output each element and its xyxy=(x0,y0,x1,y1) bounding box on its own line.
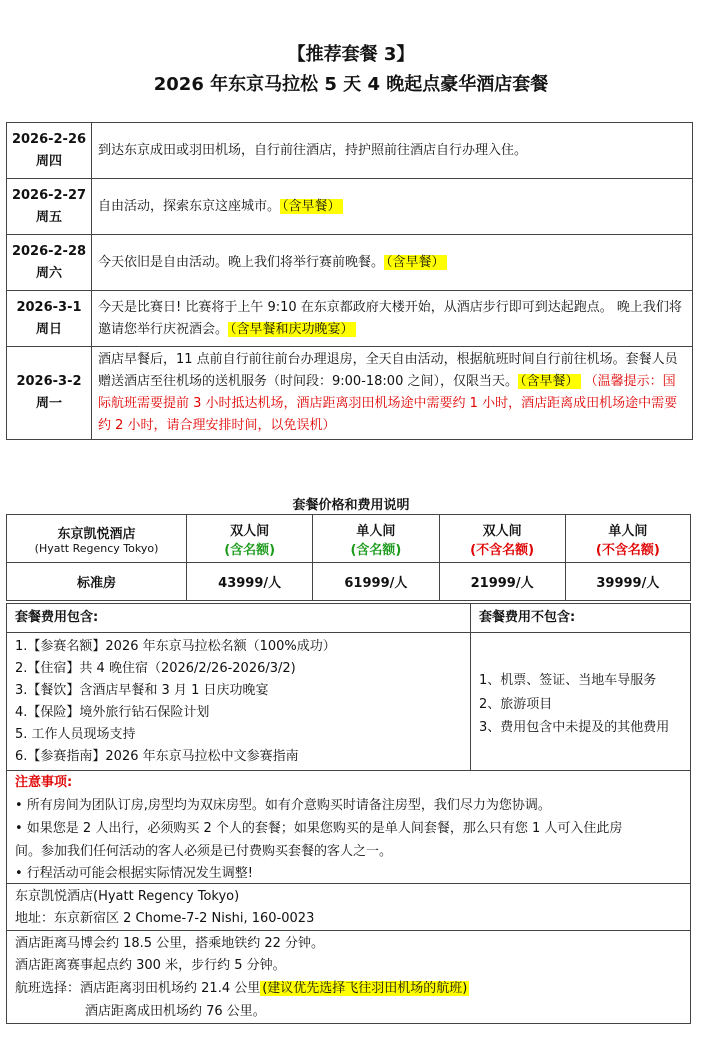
room-label: 单人间 xyxy=(356,523,396,539)
notes-title: 注意事项: xyxy=(15,775,73,790)
weekday-text: 周日 xyxy=(35,321,62,337)
price-col-header xyxy=(439,515,565,563)
price-row xyxy=(7,563,691,601)
itinerary-row xyxy=(7,179,693,235)
price-col-header xyxy=(187,515,313,563)
flight-recommendation: (建议优先选择飞往羽田机场的航班) xyxy=(262,981,468,996)
itinerary-date xyxy=(7,179,92,235)
note-item: 间。参加我们任何活动的客人必须是已付费购买套餐的客人之一。 xyxy=(15,844,393,859)
exclude-item: 1、机票、签证、当地车导服务 xyxy=(479,673,657,688)
exclude-item: 2、旅游项目 xyxy=(479,697,553,712)
desc-text: 自由活动，探索东京这座城市。 xyxy=(98,198,281,214)
room-label: 单人间 xyxy=(608,523,648,539)
note-item: • 行程活动可能会根据实际情况发生调整! xyxy=(15,866,254,881)
includes-box xyxy=(6,603,471,771)
room-type: 标准房 xyxy=(7,563,187,601)
meal-highlight: （含早餐） xyxy=(519,374,579,389)
include-item: 4.【保险】境外旅行钻石保险计划 xyxy=(15,705,210,720)
price-value: 39999/人 xyxy=(565,563,690,601)
itinerary-date xyxy=(7,291,92,347)
quota-tag: (不含名额) xyxy=(470,542,535,558)
itinerary-desc xyxy=(92,235,693,291)
include-item: 2.【住宿】共 4 晚住宿（2026/2/26-2026/3/2) xyxy=(15,661,296,676)
itinerary-row xyxy=(7,291,693,347)
date-text: 2026-3-1 xyxy=(16,299,82,315)
hotel-name: 东京凯悦酒店 xyxy=(57,526,136,542)
flight-narita: 酒店距离成田机场约 76 公里。 xyxy=(85,1004,266,1019)
itinerary-desc xyxy=(92,291,693,347)
itinerary-table xyxy=(6,122,693,440)
quota-tag: (不含名额) xyxy=(595,542,660,558)
include-item: 6.【参赛指南】2026 年东京马拉松中文参赛指南 xyxy=(15,749,299,764)
includes-title: 套餐费用包含: xyxy=(15,610,99,625)
excludes-box xyxy=(470,603,691,771)
note-item: • 所有房间为团队订房,房型均为双床房型。如有介意购买时请备注房型，我们尽力为您协调。 xyxy=(15,798,551,813)
include-item: 5. 工作人员现场支持 xyxy=(15,727,136,742)
price-table xyxy=(6,514,691,601)
meal-highlight: （含早餐） xyxy=(386,254,445,270)
weekday-text: 周一 xyxy=(35,396,62,411)
desc-text: 今天依旧是自由活动。晚上我们将举行赛前晚餐。 xyxy=(98,254,385,270)
transport-line: 酒店距离赛事起点约 300 米，步行约 5 分钟。 xyxy=(15,958,286,973)
divider xyxy=(471,632,690,633)
room-label: 双人间 xyxy=(482,523,522,539)
warm-tip-note: （温馨提示：国际航班需要提前 3 小时抵达机场，酒店距离羽田机场途中需要约 1 小时，酒店距离成田机场途中需要约 2 小时，请合理安排时间，以免误机） xyxy=(98,374,678,433)
date-text: 2026-2-27 xyxy=(11,187,87,203)
itinerary-row xyxy=(7,123,693,179)
itinerary-desc xyxy=(92,123,693,179)
itinerary-desc xyxy=(92,179,693,235)
transport-line: 酒店距离马博会约 18.5 公里，搭乘地铁约 22 分钟。 xyxy=(15,936,325,951)
date-text: 2026-2-28 xyxy=(11,243,87,259)
transport-box xyxy=(6,930,691,1024)
price-value: 43999/人 xyxy=(187,563,313,601)
note-item: • 如果您是 2 人出行，必须购买 2 个人的套餐；如果您购买的是单人间套餐，那么只有您 1 人可入住此房 xyxy=(15,821,623,836)
weekday-text: 周六 xyxy=(35,265,62,281)
date-text: 2026-2-26 xyxy=(11,131,87,147)
include-item: 1.【参赛名额】2026 年东京马拉松名额（100%成功） xyxy=(15,639,336,654)
quota-tag: (含名额) xyxy=(224,542,276,558)
hotel-name-en: (Hyatt Regency Tokyo) xyxy=(34,541,159,555)
price-value: 21999/人 xyxy=(439,563,565,601)
itinerary-desc xyxy=(92,347,693,440)
flight-label: 航班选择： xyxy=(15,981,81,996)
hotel-info-name: 东京凯悦酒店(Hyatt Regency Tokyo) xyxy=(15,889,240,904)
quota-tag: (含名额) xyxy=(350,542,402,558)
hotel-info-box xyxy=(6,883,691,931)
meal-highlight: （含早餐和庆功晚宴） xyxy=(230,321,354,337)
price-col-header xyxy=(313,515,439,563)
notes-box xyxy=(6,770,691,884)
flight-haneda: 酒店距离羽田机场约 21.4 公里 xyxy=(80,981,261,996)
hotel-name-cell xyxy=(7,515,187,563)
weekday-text: 周四 xyxy=(35,153,62,169)
weekday-text: 周五 xyxy=(35,209,62,225)
title-line-2: 2026 年东京马拉松 5 天 4 晚起点豪华酒店套餐 xyxy=(153,74,549,95)
desc-text: 到达东京成田或羽田机场，自行前往酒店，持护照前往酒店自行办理入住。 xyxy=(98,142,528,158)
exclude-item: 3、费用包含中未提及的其他费用 xyxy=(479,720,670,735)
price-value: 61999/人 xyxy=(313,563,439,601)
hotel-address: 地址：东京新宿区 2 Chome-7-2 Nishi, 160-0023 xyxy=(15,911,315,926)
itinerary-row xyxy=(7,347,693,440)
price-col-header xyxy=(565,515,690,563)
desc-text: 今天是比赛日! 比赛将于上午 9:10 在东京都政府大楼开始，从酒店步行即可到达起跑点。 晚上我们将邀请您举行庆祝酒会。 xyxy=(98,299,682,337)
price-header-row xyxy=(7,515,691,563)
room-label: 双人间 xyxy=(230,523,270,539)
meal-highlight: （含早餐） xyxy=(282,198,341,214)
date-text: 2026-3-2 xyxy=(16,374,82,389)
desc-text: 酒店早餐后，11 点前自行前往前台办理退房，全天自由活动，根据航班时间自行前往机场。套餐人员赠送酒店至往机场的送机服务（时间段：9:00-18:00 之间），仅限当天。 xyxy=(98,352,678,389)
divider xyxy=(7,632,470,633)
excludes-title: 套餐费用不包含: xyxy=(479,610,576,625)
itinerary-date xyxy=(7,347,92,440)
flight-line xyxy=(15,978,469,1000)
include-item: 3.【餐饮】含酒店早餐和 3 月 1 日庆功晚宴 xyxy=(15,683,269,698)
itinerary-date xyxy=(7,235,92,291)
itinerary-date xyxy=(7,123,92,179)
title-line-1: 【推荐套餐 3】 xyxy=(287,44,415,65)
itinerary-row xyxy=(7,235,693,291)
price-section-title: 套餐价格和费用说明 xyxy=(292,498,410,513)
